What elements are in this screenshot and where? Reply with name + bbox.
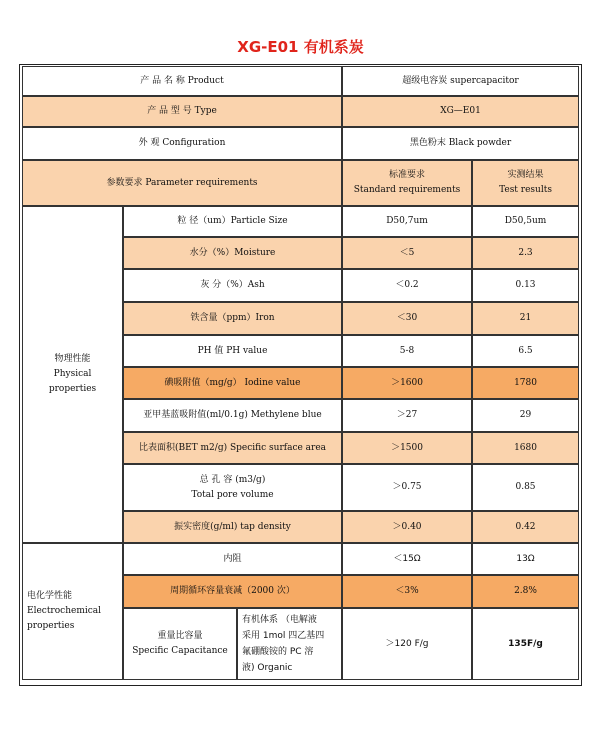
result-value: 21 — [472, 302, 579, 335]
standard-value: ＜30 — [342, 302, 472, 335]
result-value: 29 — [472, 399, 579, 432]
standard-value: 5-8 — [342, 335, 472, 367]
result-value: 1680 — [472, 432, 579, 464]
param-name: 碘吸附值（mg/g） Iodine value — [123, 367, 342, 399]
standard-value: D50,7um — [342, 206, 472, 237]
group-label-line: 物理性能 — [54, 354, 91, 364]
test-results-header — [472, 160, 579, 206]
product-type-value: XG—E01 — [342, 96, 579, 127]
param-name: 铁含量（ppm）Iron — [123, 302, 342, 335]
document-title: XG-E01 有机系炭 — [237, 38, 364, 56]
table-row — [22, 127, 579, 160]
group-label-line: 电化学性能 — [27, 591, 73, 601]
standard-value: ＞0.40 — [342, 511, 472, 543]
standard-requirements-header — [342, 160, 472, 206]
param-name — [123, 464, 342, 511]
group-label-line: Physical — [53, 369, 92, 379]
result-value: 2.8% — [472, 575, 579, 608]
appearance-value: 黑色粉末 Black powder — [342, 127, 579, 160]
result-value: 13Ω — [472, 543, 579, 575]
capacitance-name — [123, 608, 237, 680]
standard-value: ＞27 — [342, 399, 472, 432]
product-name-value: 超级电容炭 supercapacitor — [342, 66, 579, 96]
param-name: 亚甲基蓝吸附值(ml/0.1g) Methylene blue — [123, 399, 342, 432]
standard-value: ＜5 — [342, 237, 472, 269]
header-line: 标准要求 — [389, 170, 426, 180]
standard-value: ＞120 F/g — [342, 608, 472, 680]
table-row — [22, 96, 579, 127]
system-line: 有机体系 （电解液 — [242, 615, 317, 625]
result-value: 2.3 — [472, 237, 579, 269]
standard-value: ＜3% — [342, 575, 472, 608]
param-name: 振实密度(g/ml) tap density — [123, 511, 342, 543]
param-name: 水分（%）Moisture — [123, 237, 342, 269]
header-line: Standard requirements — [353, 185, 461, 195]
param-name: 内阻 — [123, 543, 342, 575]
table-row — [22, 66, 579, 96]
table-row — [22, 206, 579, 237]
param-name: 粒 径（um）Particle Size — [123, 206, 342, 237]
standard-value: ＜0.2 — [342, 269, 472, 302]
standard-value: ＞1600 — [342, 367, 472, 399]
result-value: 0.13 — [472, 269, 579, 302]
system-line: 采用 1mol 四乙基四 — [242, 631, 325, 641]
standard-value: ＞0.75 — [342, 464, 472, 511]
parameter-requirements-header: 参数要求 Parameter requirements — [22, 160, 342, 206]
result-value: 0.42 — [472, 511, 579, 543]
result-value: 135F/g — [472, 608, 579, 680]
param-name: PH 值 PH value — [123, 335, 342, 367]
electrochemical-properties-group — [22, 543, 123, 680]
param-name-line: 重量比容量 — [157, 631, 203, 641]
param-name-line: Specific Capacitance — [132, 646, 228, 656]
header-line: Test results — [499, 185, 552, 195]
system-line: 液) Organic — [242, 663, 293, 673]
physical-properties-group — [22, 206, 123, 543]
header-line: 实测结果 — [507, 170, 544, 180]
param-name-line: 总 孔 容 (m3/g) — [199, 474, 266, 485]
table-header-row — [22, 160, 579, 206]
param-name: 灰 分（%）Ash — [123, 269, 342, 302]
result-value: 6.5 — [472, 335, 579, 367]
system-line: 氟硼酸铵的 PC 溶 — [242, 647, 314, 657]
electrolyte-system — [237, 608, 342, 680]
result-value: 0.85 — [472, 464, 579, 511]
param-name-line: Total pore volume — [191, 489, 274, 500]
param-name: 比表面积(BET m2/g) Specific surface area — [123, 432, 342, 464]
group-label-line: properties — [48, 384, 97, 394]
spec-table — [22, 66, 579, 680]
result-value: D50,5um — [472, 206, 579, 237]
table-row — [22, 543, 579, 575]
standard-value: ＜15Ω — [342, 543, 472, 575]
result-value: 1780 — [472, 367, 579, 399]
group-label-line: properties — [27, 621, 75, 631]
product-name-label: 产 品 名 称 Product — [22, 66, 342, 96]
appearance-label: 外 观 Configuration — [22, 127, 342, 160]
param-name: 周期循环容量衰减（2000 次） — [123, 575, 342, 608]
standard-value: ＞1500 — [342, 432, 472, 464]
product-type-label: 产 品 型 号 Type — [22, 96, 342, 127]
group-label-line: Electrochemical — [27, 606, 102, 616]
